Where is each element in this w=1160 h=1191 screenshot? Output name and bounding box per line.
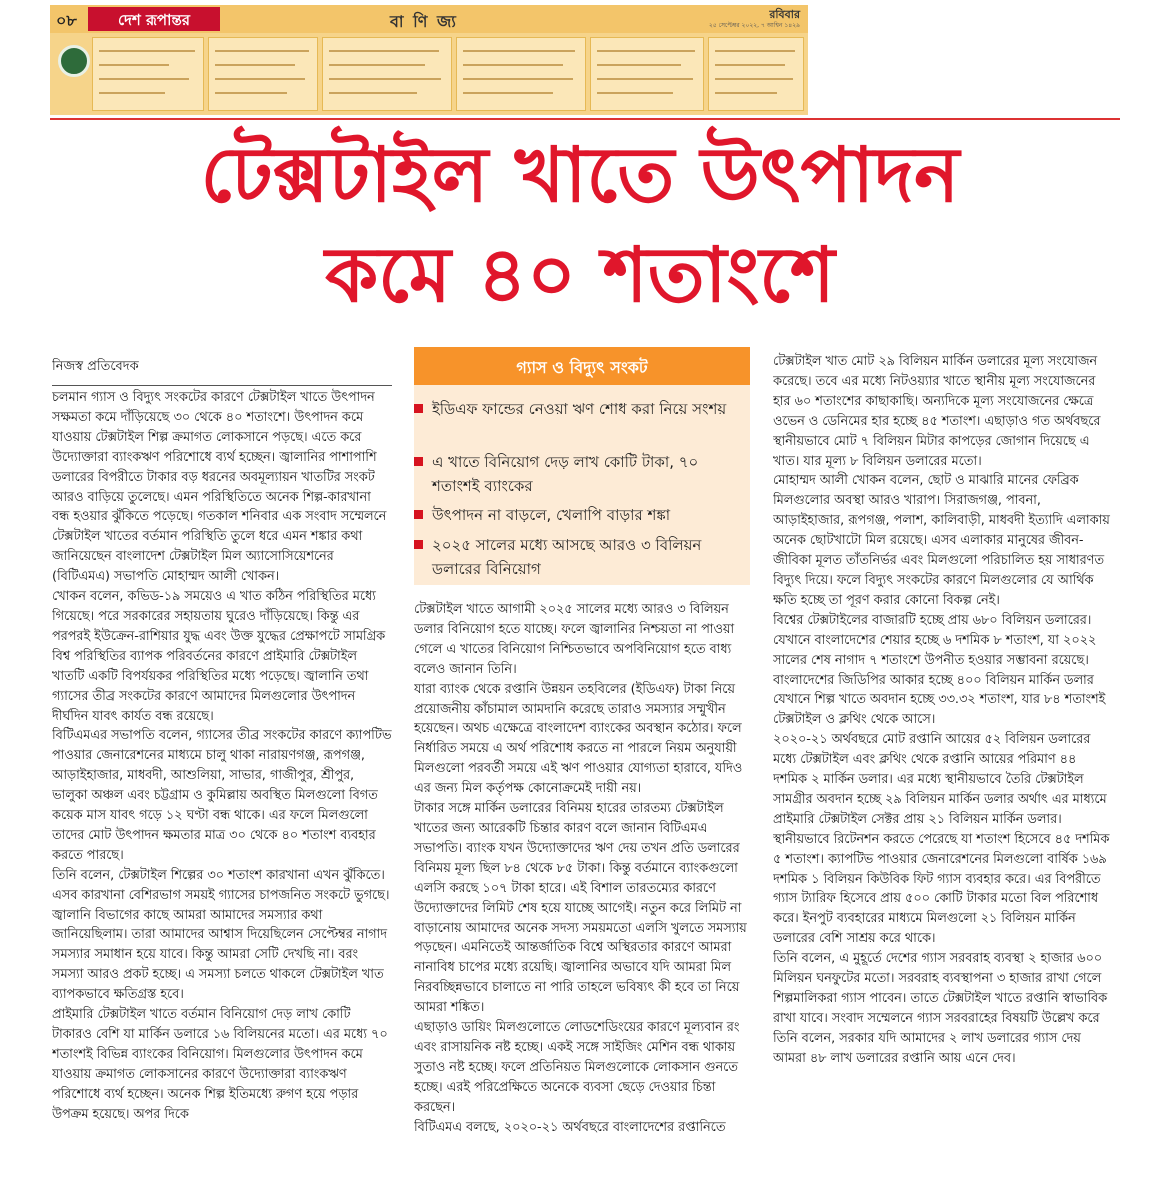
- article-column-3: [773, 352, 1113, 1187]
- brand-logo: দেশ রূপান্তর: [117, 11, 191, 29]
- brand-block: [88, 7, 220, 31]
- highlight-item: [432, 533, 742, 581]
- section-name: বা ণি জ্য: [390, 12, 458, 31]
- highlight-item: [432, 503, 742, 527]
- highlight-text: ইডিএফ ফান্ডের নেওয়া ঋণ শোধ করা নিয়ে সংশয়: [432, 400, 727, 418]
- article-column-2: [414, 600, 754, 1185]
- paragraph: তিনি বলেন, এ মুহূর্তে দেশের গ্যাস সরবরাহ ব্যবস্থা ২ হাজার ৬০০ মিলিয়ন ঘনফুটের মতো। সরবরাহ ব্যবস্থাপনা ৩ হাজার রাখা গেলে শিল্পমালিকরা গ্যাস পাবেন। তাতে টেক্সটাইল খাতে রপ্তানি স্বাভাবিক রাখা যাবে। সংবাদ সম্মেলনে গ্যাস সরবরাহের বিষয়টি উল্লেখ করে তিনি বলেন, সরকার যদি আমাদের ২ লাখ ডলারের গ্যাস দেয় আমরা ৪৮ লাখ ডলারের রপ্তানি আয় এনে দেব।: [773, 951, 1108, 1066]
- byline: নিজস্ব প্রতিবেদক: [52, 357, 392, 386]
- paragraph: টাকার সঙ্গে মার্কিন ডলারের বিনিময় হারের তারতম্য টেক্সটাইল খাতের জন্য আরেকটি চিন্তার কারণ বলে জানান বিটিএমএ সভাপতি। ব্যাংক যখন উদ্যোক্তাদের ঋণ দেয় তখন প্রতি ডলারের বিনিময় মূল্য ছিল ৮৪ থেকে ৮৫ টাকা। কিন্তু বর্তমানে ব্যাংকগুলো এলসি করছে ১০৭ টাকা হারে। এই বিশাল তারতম্যের কারণে উদ্যোক্তাদের লিমিট শেষ হয়ে যাচ্ছে আগেই। নতুন করে লিমিট না বাড়ানোয় আমাদের অনেক সদস্য সময়মতো এলসি খুলতে সমস্যায় পড়ছেন। এমনিতেই আন্তর্জাতিক বিশ্বে অস্থিরতার কারণে আমরা নানাবিধ চাপের মধ্যে রয়েছি। জ্বালানির অভাবে যদি আমরা মিল নিরবচ্ছিন্নভাবে চালাতে না পারি তাহলে ভবিষ্যৎ কী হবে তা নিয়ে আমরা শঙ্কিত।: [414, 801, 747, 1016]
- paragraph: ২০২০-২১ অর্থবছরে মোট রপ্তানি আয়ের ৫২ বিলিয়ন ডলারের মধ্যে টেক্সটাইল এবং ক্লথিং থেকে রপ্তানি আয়ের পরিমাণ ৪৪ দশমিক ২ মার্কিন ডলার। এর মধ্যে স্থানীয়ভাবে তৈরি টেক্সটাইল সামগ্রীর অবদান হচ্ছে ২৯ বিলিয়ন মার্কিন ডলার অর্থাৎ এর মাধ্যমে প্রাইমারি টেক্সটাইল সেক্টর প্রায় ২১ বিলিয়ন মার্কিন ডলার।: [773, 732, 1107, 827]
- square-bullet-icon: [414, 540, 423, 549]
- highlight-text: এ খাতে বিনিয়োগ দেড় লাখ কোটি টাকা, ৭০ শতাংশই ব্যাংকের: [432, 453, 699, 495]
- square-bullet-icon: [414, 457, 423, 466]
- issue-day: রবিবার: [769, 8, 800, 21]
- market-table-3: [322, 37, 452, 111]
- highlight-item: [432, 397, 742, 421]
- highlight-text: ২০২৫ সালের মধ্যে আসছে আরও ৩ বিলিয়ন ডলারের বিনিয়োগ: [432, 536, 702, 578]
- masthead: [50, 5, 808, 115]
- market-table-2: [208, 37, 318, 111]
- paragraph: প্রাইমারি টেক্সটাইল খাতে বর্তমান বিনিয়োগ দেড় লাখ কোটি টাকারও বেশি যা মার্কিন ডলারে ১৬ বিলিয়নের মতো। এর মধ্যে ৭০ শতাংশই বিভিন্ন ব্যাংকের বিনিয়োগ। মিলগুলোর উৎপাদন কমে যাওয়ায় ক্রমাগত লোকসানের কারণে উদ্যোক্তারা ব্যাংকঋণ পরিশোধে ব্যর্থ হচ্ছেন। অনেক শিল্প ইতিমধ্যে রুগণ হয়ে পড়ার উপক্রম হয়েছে। অপর দিকে: [52, 1007, 388, 1122]
- highlights-box: [414, 347, 750, 585]
- headline: [120, 125, 1040, 325]
- paragraph: বিটিএমএর সভাপতি বলেন, গ্যাসের তীব্র সংকটের কারণে ক্যাপটিভ পাওয়ার জেনারেশনের মাধ্যমে চালু থাকা নারায়ণগঞ্জ, রূপগঞ্জ, আড়াইহাজার, মাধবদী, আশুলিয়া, সাভার, গাজীপুর, শ্রীপুর, ভালুকা অঞ্চল এবং চট্টগ্রাম ও কুমিল্লায় অবস্থিত মিলগুলো বিগত কয়েক মাস যাবৎ গড়ে ১২ ঘণ্টা বন্ধ থাকে। এর ফলে মিলগুলো তাদের মোট উৎপাদন ক্ষমতার মাত্র ৩০ থেকে ৪০ শতাংশ ব্যবহার করতে পারছে।: [52, 728, 392, 863]
- headline-line-2: কমে ৪০ শতাংশে: [325, 230, 835, 319]
- bank-emblem-icon: [58, 45, 90, 77]
- article-column-1: [52, 357, 392, 1187]
- highlights-title: গ্যাস ও বিদ্যুৎ সংকট: [516, 358, 648, 377]
- square-bullet-icon: [414, 510, 423, 519]
- page-number: ০৮: [56, 11, 77, 30]
- masthead-topbar: [50, 5, 808, 33]
- paragraph: টেক্সটাইল খাতে আগামী ২০২৫ সালের মধ্যে আরও ৩ বিলিয়ন ডলার বিনিয়োগ হতে যাচ্ছে। ফলে জ্বালানির নিশ্চয়তা না পাওয়া গেলে এ খাতের বিনিয়োগ নিশ্চিতভাবে অপবিনিয়োগ হতে বাধ্য বলেও জানান তিনি।: [414, 602, 735, 677]
- highlights-header: [414, 347, 750, 385]
- paragraph: তিনি বলেন, টেক্সটাইল শিল্পের ৩০ শতাংশ কারখানা এখন ঝুঁকিতে। এসব কারখানা বেশিরভাগ সময়ই গ্যাসের চাপজনিত সংকটে ভুগছে। জ্বালানি বিভাগের কাছে আমরা আমাদের সমস্যার কথা জানিয়েছিলাম। তারা আমাদের আশ্বাস দিয়েছিলেন সেপ্টেম্বর নাগাদ সমস্যার সমাধান হয়ে যাবে। কিন্তু আমরা সেটি দেখছি না। বরং সমস্যা আরও প্রকট হচ্ছে। এ সমস্যা চলতে থাকলে টেক্সটাইল খাত ব্যাপকভাবে ক্ষতিগ্রস্ত হবে।: [52, 867, 390, 1003]
- paragraph: বিটিএমএ বলছে, ২০২০-২১ অর্থবছরে বাংলাদেশের রপ্তানিতে: [414, 1119, 726, 1135]
- paragraph: চলমান গ্যাস ও বিদ্যুৎ সংকটের কারণে টেক্সটাইল খাতে উৎপাদন সক্ষমতা কমে দাঁড়িয়েছে ৩০ থেকে ৪০ শতাংশে। উৎপাদন কমে যাওয়ায় টেক্সটাইল শিল্প ক্রমাগত লোকসানে পড়ছে। এতে করে উদ্যোক্তারা ব্যাংকঋণ পরিশোধে ব্যর্থ হচ্ছেন। জ্বালানির পাশাপাশি ডলারের বিপরীতে টাকার বড় ধরনের অবমূল্যায়ন খাতটির সংকট আরও বাড়িয়ে তুলেছে। এমন পরিস্থিতিতে অনেক শিল্প-কারখানা বন্ধ হওয়ার ঝুঁকিতে পড়েছে। গতকাল শনিবার এক সংবাদ সম্মেলনে টেক্সটাইল খাতের বর্তমান পরিস্থিতি তুলে ধরে এমন শঙ্কার কথা জানিয়েছেন বাংলাদেশ টেক্সটাইল মিল অ্যাসোসিয়েশনের (বিটিএমএ) সভাপতি মোহাম্মদ আলী খোকন।: [52, 390, 387, 585]
- market-table-4: [456, 37, 586, 111]
- paragraph: স্থানীয়ভাবে রিটেনশন করতে পেরেছে যা শতাংশ হিসেবে ৪৫ দশমিক ৫ শতাংশ। ক্যাপটিভ পাওয়ার জেনারেশনের মিলগুলো বার্ষিক ১৬৯ দশমিক ১ বিলিয়ন কিউবিক ফিট গ্যাস ব্যবহার করে। এর বিপরীতে গ্যাস ট্যারিফ হিসেবে প্রায় ৫০০ কোটি টাকার মতো বিল পরিশোধ করে। ইনপুট ব্যবহারের মাধ্যমে মিলগুলো ২১ বিলিয়ন মার্কিন ডলারের বেশি সাশ্রয় করে থাকে।: [773, 831, 1110, 947]
- paragraph: যারা ব্যাংক থেকে রপ্তানি উন্নয়ন তহবিলের (ইডিএফ) টাকা নিয়ে প্রয়োজনীয় কাঁচামাল আমদানি করেছে তারাও সমস্যার সম্মুখীন হয়েছেন। অথচ এক্ষেত্রে বাংলাদেশ ব্যাংকের অবস্থান কঠোর। ফলে নির্ধারিত সময়ে এ অর্থ পরিশোধ করতে না পারলে নিয়ম অনুযায়ী মিলগুলো পরবর্তী সময়ে এই ঋণ পাওয়ার যোগ্যতা হারাবে, যদিও এর জন্য মিল কর্তৃপক্ষ কোনোক্রমেই দায়ী নয়।: [414, 681, 743, 797]
- paragraph: খোকন বলেন, কভিড-১৯ সময়েও এ খাত কঠিন পরিস্থিতির মধ্যে গিয়েছে। পরে সরকারের সহায়তায় ঘুরেও দাঁড়িয়েছে। কিন্তু এর পরপরই ইউক্রেন-রাশিয়ার যুদ্ধ এবং উক্ত যুদ্ধের প্রেক্ষাপটে সামগ্রিক বিশ্ব পরিস্থিতির ব্যাপক পরিবর্তনের কারণে প্রাইমারি টেক্সটাইল খাতটি একটি বিপর্যয়কর পরিস্থিতির মধ্যে পড়েছে। জ্বালানি তথা গ্যাসের তীব্র সংকটের কারণে আমাদের মিলগুলোর উৎপাদন দীর্ঘদিন যাবৎ কার্যত বন্ধ রয়েছে।: [52, 589, 386, 724]
- market-table-5: [590, 37, 704, 111]
- paragraph: বিশ্বের টেক্সটাইলের বাজারটি হচ্ছে প্রায় ৬৮০ বিলিয়ন ডলারের। যেখানে বাংলাদেশের শেয়ার হচ্ছে ৬ দশমিক ৮ শতাংশ, যা ২০২২ সালের শেষ নাগাদ ৭ শতাংশে উপনীত হওয়ার সম্ভাবনা রয়েছে। বাংলাদেশের জিডিপির আকার হচ্ছে ৪০০ বিলিয়ন মার্কিন ডলার যেখানে শিল্প খাতে অবদান হচ্ছে ৩৩.৩২ শতাংশ, যার ৮৪ শতাংশই টেক্সটাইল ও ক্লথিং থেকে আসে।: [773, 612, 1106, 728]
- headline-line-1: টেক্সটাইল খাতে উৎপাদন: [200, 130, 960, 219]
- market-table-1: [92, 37, 204, 111]
- highlight-text: উৎপাদন না বাড়লে, খেলাপি বাড়ার শঙ্কা: [432, 506, 671, 524]
- paragraph: এছাড়াও ডায়িং মিলগুলোতে লোডশেডিংয়ের কারণে মূল্যবান রং এবং রাসায়নিক নষ্ট হচ্ছে। একই সঙ্গে সাইজিং মেশিন বন্ধ থাকায় সুতাও নষ্ট হচ্ছে। ফলে প্রতিনিয়ত মিলগুলোকে লোকসান গুনতে হচ্ছে। এরই পরিপ্রেক্ষিতে অনেকে ব্যবসা ছেড়ে দেওয়ার চিন্তা করছেন।: [414, 1020, 740, 1115]
- top-rule: [50, 118, 1120, 120]
- highlight-item: [432, 450, 742, 498]
- issue-date: ২৫ সেপ্টেম্বর ২০২২, ৭ আশ্বিন ১৪২৯: [708, 22, 800, 29]
- market-table-6: [708, 37, 804, 111]
- square-bullet-icon: [414, 404, 423, 413]
- paragraph: মোহাম্মদ আলী খোকন বলেন, ছোট ও মাঝারি মানের ফেব্রিক মিলগুলোর অবস্থা আরও খারাপ। সিরাজগঞ্জ, পাবনা, আড়াইহাজার, রূপগঞ্জ, পলাশ, কালিবাড়ী, মাধবদী ইত্যাদি এলাকায় অনেক ছোটখাটো মিল রয়েছে। এসব এলাকার মানুষের জীবন-জীবিকা মূলত তাঁতনির্ভর এবং মিলগুলো পরিচালিত হয় সাধারণত বিদ্যুৎ দিয়ে। ফলে বিদ্যুৎ সংকটের কারণে মিলগুলোর যে আর্থিক ক্ষতি হচ্ছে তা পূরণ করার কোনো বিকল্প নেই।: [773, 473, 1110, 608]
- paragraph: টেক্সটাইল খাত মোট ২৯ বিলিয়ন মার্কিন ডলারের মূল্য সংযোজন করেছে। তবে এর মধ্যে নিটওয়্যার খাতে স্থানীয় মূল্য সংযোজনের হার ৬০ শতাংশের কাছাকাছি। অন্যদিকে মূল্য সংযোজনের ক্ষেত্রে ওভেন ও ডেনিমের হার হচ্ছে ৪৫ শতাংশ। এছাড়াও গত অর্থবছরে স্থানীয়ভাবে মোট ৭ বিলিয়ন মিটার কাপড়ের জোগান দিয়েছে এ খাত। যার মূল্য ৮ বিলিয়ন ডলারের মতো।: [773, 354, 1101, 469]
